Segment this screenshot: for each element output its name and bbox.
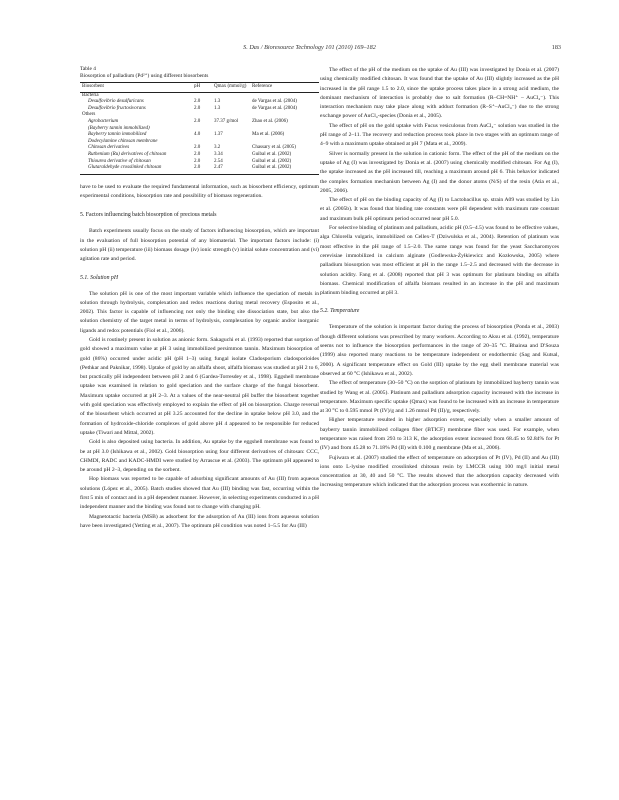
table-cell: 2.0 <box>194 99 201 105</box>
table-cell <box>192 126 212 133</box>
table-cell: Guibal et al. (2002) <box>250 165 319 174</box>
paragraph: For selective binding of platinum and palladium, acidic pH (0.5–4.5) was found to be effective values, alga Chlorella vulgaris, immobilized on Cellex-T (Dziwulska et al., 2004). Retention of platinum was most effective in the pH range of 1.5–2.0. The same range was found for the yeast Saccharomyces cerevisiae immobilized in calcium alginate (Godlewska-Żyłkiewicz and Kozłowska, 2005) where palladium biosorption was most efficient at pH in the range 1.5–2.5 and decreased with the decrease in solution acidity. Fang et al. (2008) reported that pH 3 was optimum for platinum binding on alfalfa biomass. Chemical modification of alfalfa biomass resulted in an increase in the pH and maximum platinum binding occurred at pH 3. <box>320 225 559 297</box>
paragraph: Temperature of the solution is important factor during the process of biosorption (Ponda et al., 2003) though different solutions was prescribed by many workers. According to Aksu et al. (1992), temperature seems not to influence the biosorption performances in the range of 20–35 °C. Bhainsa and D'Souza (1999) also reported many reactions to be temperature independent or endothermic (Sag and Kutsal, 2000). A significant temperature effect on Gold (III) uptake by the egg shell membrane material was observed at 60 °C (Ishikawa et al., 2002). <box>320 324 559 377</box>
table-header-cell: pH <box>192 83 212 93</box>
table-cell: Agrobacterium <box>88 118 119 124</box>
table-cell: Others <box>82 112 96 118</box>
subsection-heading: 5.1. Solution pH <box>80 274 119 281</box>
table-cell: 2.0 <box>192 165 212 174</box>
table-cell: 37.37 g/mol <box>214 118 239 124</box>
table-cell: de Vargas et al. (2004) <box>252 105 297 111</box>
table-cell <box>192 112 212 119</box>
table-cell: 2.0 <box>194 145 201 151</box>
table-cell: Guibal et al. (2002) <box>252 158 292 164</box>
table-cell: 2.0 <box>194 151 201 157</box>
paragraph: The effect of pH on the gold uptake with Fucus vesiculosus from AuCl₄⁻ solution was studied in the pH range of 2–11. The recovery and reduction process took place in two stages with an optimum range of 4–9 with a maximum uptake obtained at pH 7 (Mata et al., 2009). <box>320 122 559 148</box>
left-column <box>80 66 319 531</box>
table-cell: 4.0 <box>194 132 201 138</box>
table-row <box>80 99 319 106</box>
table-cell: Dodecylamine chitosan membrane <box>88 138 158 144</box>
table-row <box>80 132 319 139</box>
table-cell: 1.3 <box>214 99 221 105</box>
table-row <box>80 106 319 113</box>
table-cell: Ma et al. (2006) <box>252 132 285 138</box>
paragraph: Silver is normally present in the solution in cationic form. The effect of the pH of the medium on the uptake of Ag (I) was investigated by Donia et al. (2007) using chemically modified chitosan. For Ag (I), the uptake increased as the pH increased till, reaching a maximum around pH 6. This behavior indicated the complex formation mechanism between Ag (I) and the donor atoms (N/S) of the resin (Atia et al., 2005, 2006). <box>320 150 559 194</box>
table-cell <box>212 92 250 99</box>
table-row <box>80 126 319 133</box>
table-cell <box>250 139 319 146</box>
paragraph: The effect of temperature (30–50 °C) on the sorption of platinum by immobilized bayberry tannin was studied by Wang et al. (2005). Platinum and palladium adsorption capacity increased with the increase in temperature. Maximum specific uptake (Qmax) was found to be increased with an increase in temperature at 30 °C to 0.595 mmol Pt (IV)/g and 1.26 mmol Pd (II)/g, respectively. <box>320 380 559 415</box>
table-cell: 2.0 <box>194 105 201 111</box>
running-head: S. Das / Bioresource Technology 101 (2010) 169–182 <box>243 44 376 51</box>
table-row <box>80 92 319 99</box>
page-number: 183 <box>551 44 561 51</box>
paragraph: have to be used to evaluate the required fundamental information, such as biosorbent efficiency, optimum experimental conditions, biosorption rate and possibility of biomass regeneration. <box>80 183 319 200</box>
table-cell <box>212 126 250 133</box>
paragraph: Hop biomass was reported to be capable of adsorbing significant amounts of Au (III) from aqueous solutions (López et al., 2005). Batch studies showed that Au (III) binding was fast, occurring within the first 5 min of contact and in a pH dependent manner. However, in selecting experiments conducted in a pH independent manner and the binding was found not to change with changing pH. <box>80 476 319 511</box>
table-row <box>80 145 319 152</box>
table-cell <box>250 112 319 119</box>
paragraph: The effect of the pH of the medium on the uptake of Au (III) was investigated by Donia et al. (2007) using chemically modified chitosan. It was found that the uptake of Au (III) slightly increased as the pH increased in the pH range 1.5 to 2.0, since the uptake process takes place in a strong acid medium, the dominant mechanism of interaction is probably due to salt formation (R–CH=NH⁺ – AuCl₄⁻). This interaction mechanism may take place along with adduct formation (R–S⁺–AuCl₄⁻) due to the strong exchange power of AuCl₄-species (Donia et al., 2005). <box>320 67 559 120</box>
biosorption-table <box>80 82 319 175</box>
table-cell: Desulfovibrio fructosivorans <box>88 105 146 111</box>
table-cell: Guibal et al. (2002) <box>252 151 292 157</box>
table-cell <box>192 92 212 99</box>
paragraph: Fujiwara et al. (2007) studied the effect of temperature on adsorption of Pt (IV), Pd (II) and Au (III) ions onto L-lysine modified crosslinked chitosan resin by LMCCR using 100 mg/l initial metal concentration at 30, 40 and 50 °C. The results showed that the adsorption capacity decreased with increasing temperature which indicated that the adsorption process was exothermic in nature. <box>320 454 559 489</box>
table-cell <box>192 139 212 146</box>
paragraph: Higher temperature resulted in higher adsorption extent, especially when a smaller amount of bayberry tannin immobilized collagen fiber (BTICF) membrane fiber was used. For example, when temperature was raised from 293 to 313 K, the adsorption extent increased from 68.45 to 92.84% for Pt (IV) and from 45.28 to 71.18% Pd (II) with 0.100 g membrane (Ma et al., 2006). <box>320 417 559 452</box>
table-row <box>80 139 319 146</box>
paragraph: Batch experiments usually focus on the study of factors influencing biosorption, which are important in the evaluation of full biosorption potential of any biomaterial. The important factors include: (i) solution pH (ii) temperature (iii) biomass dosage (iv) ionic strength (v) initial solute concentration and (vi) agitation rate and period. <box>80 228 319 263</box>
paragraph: The effect of pH on the binding capacity of Ag (I) to Lactobacillus sp. strain A09 was studied by Lin et al. (2005b). It was found that binding rate constants were pH dependent with maximum rate constant and maximum bulk pH optimum period occurred near pH 5.0. <box>320 197 559 222</box>
table-row <box>80 159 319 166</box>
table-cell: 3.34 <box>214 151 223 157</box>
table-row <box>80 152 319 159</box>
subsection-heading: 5.2. Temperature <box>320 308 360 315</box>
table-header-cell: Reference <box>250 83 319 93</box>
table-caption-text: Biosorption of palladium (Pd²⁺) using different biosorbents <box>80 73 209 79</box>
table-row <box>80 165 319 174</box>
paragraph: The solution pH is one of the most important variable which influence the speciation of metals in solution through hydrolysis, complexation and redox reactions during metal recovery (Esposito et al., 2002). This factor is capable of influencing not only the binding site dissociation state, but also the solution chemistry of the target metal in terms of hydrolysis, complexation by organic and/or inorganic ligands and redox potentials (Fiol et al., 2006). <box>80 290 319 334</box>
table-cell <box>250 92 319 99</box>
table-cell <box>212 139 250 146</box>
table-cell: de Vargas et al. (2004) <box>252 99 297 105</box>
table-header-cell: Qmax (mmol/g) <box>212 83 250 93</box>
table-cell: 1.3 <box>214 105 221 111</box>
spacer <box>80 175 319 183</box>
paragraph: Gold is routinely present in solution as anionic form. Sakaguchi et al. (1993) reported that sorption of gold showed a maximum value at pH 3 using immobilized persimmon tannin. Maximum biosorption of gold (86%) occurred under acidic pH (pH 1–3) using fungal isolate Cladosporium cladosporioides (Pethkar and Paknikar, 1998). Uptake of gold by an alfalfa shoot, alfalfa biomass was studied at pH 2 to 6, but practically pH independent between pH 2 and 6 (Gardea-Torresdey et al., 1998). Eggshell membrane uptake was examined in relation to gold speciation and the surface charge of the fungal biosorbent. Maximum uptake occurred at pH 2–3. At a values of the near-neutral pH buffer the biosorbent together with gold speciation was effectively employed to explain the effect of pH on biosorption. Charge reversal of the biosorbent which occurred at pH 3.25 accounted for the decline in uptake below pH 3.0, and the formation of hydroxide-chloride complexes of gold above pH 4 appeared to be responsible for reduced uptake (Tiwari and Mittal, 2002). <box>80 336 319 436</box>
table-cell: Chassary et al. (2005) <box>252 145 296 151</box>
table-body <box>80 92 319 174</box>
table-cell <box>250 126 319 133</box>
table-cell: Chitosan derivatives <box>88 145 130 151</box>
table-cell: Zhao et al. (2006) <box>252 118 288 124</box>
table-row <box>80 119 319 126</box>
table-cell: Thiourea derivative of chitosan <box>88 158 151 164</box>
table-cell: 2.47 <box>212 165 250 174</box>
table-cell: 2.0 <box>194 158 201 164</box>
paragraph: Gold is also deposited using bacteria. In addition, Au uptake by the eggshell membrane was found to be at pH 3.0 (Ishikawa et al., 2002). Gold biosorption using four different derivatives of chitosan: CCC, CHMDI, RADC and KADC-HMDI were studied by Arrascue et al. (2003). The optimum pH appeared to be around pH 2–3, depending on the sorbent. <box>80 439 319 474</box>
table-cell: Ruthenium (Ru) derivatives of chitosan <box>88 151 167 157</box>
table-cell <box>212 112 250 119</box>
table-cell: (Bayberry tannin immobilized) <box>88 125 150 131</box>
paragraph: Magnetotactic bacteria (MSB) as adsorbent for the adsorption of Au (III) ions from aqueous solution have been investigated (Yetting et al., 2007). The optimum pH condition was noted 1–5.5 for Au (III) <box>80 513 319 529</box>
table-header-cell: Biosorbent <box>80 83 192 93</box>
table-header-row <box>80 83 319 93</box>
table-cell: 2.54 <box>214 158 223 164</box>
table-cell: 2.0 <box>194 118 201 124</box>
table-row <box>80 112 319 119</box>
section-heading: 5. Factors influencing batch biosorption of precious metals <box>80 212 217 219</box>
table-cell: Bacteria <box>82 92 99 98</box>
table-cell: Glutaraldehyde crosslinked chitosan <box>80 165 192 174</box>
table-cell: 1.37 <box>214 132 223 138</box>
table-cell: 3.2 <box>214 145 221 151</box>
table-cell: Bayberry tannin immobilized <box>88 132 147 138</box>
table-cell: Desulfovibrio desulfuricans <box>88 99 144 105</box>
right-column <box>320 66 559 491</box>
table-caption-label: Table 4 <box>80 66 96 72</box>
